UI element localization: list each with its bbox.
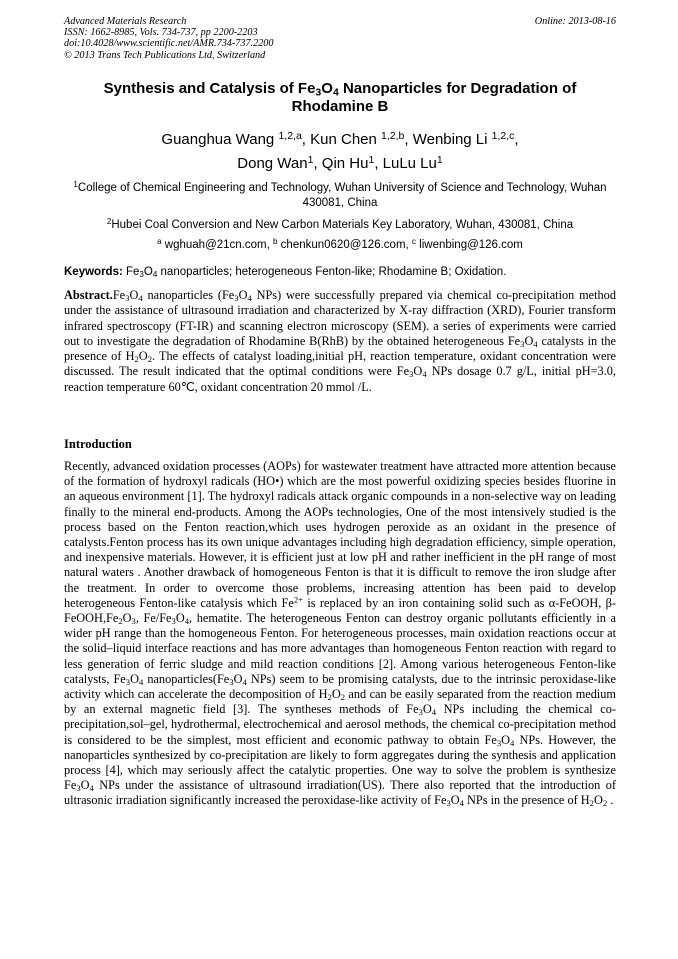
author-line-1: Guanghua Wang $^{1,2,a}$, Kun Chen $^{1,2,b}$, Wenbing Li $^{1,2,c}$, bbox=[161, 129, 519, 148]
abstract: $Abstract.Fe_3O_4$ nanoparticles ($Fe_3O_4$ NPs) were successfully prepared via chemical co-precipitation method under the assistance of ultrasound irradiation and characterized by X-ray diffraction (XRD), Fourier transform infrared spectroscopy (FT-IR) and scanning electron microscopy (SEM). a series of experiments were carried out to investigate the degradation of Rhodamine B(RhB) by the obtained heterogeneous $Fe_3O_4$ catalysts in the presence of $H_2O_2$. The effects of catalyst loading,initial pH, reaction temperature, oxidant concentration were discussed. The result indicated that the optimal conditions were $Fe_3O_4$ NPs dosage 0.7 g/L, initial pH=3.0, reaction temperature 60℃, oxidant concentration 20 mmol /L. bbox=[64, 288, 617, 394]
author-line-2: Dong Wan$^1$, Qin Hu$^1$, LuLu Lu$^1$ bbox=[237, 153, 443, 172]
affiliation-1: $^1$College of Chemical Engineering and Technology, Wuhan University of Science and Technology, Wuhan 430081, China bbox=[73, 179, 607, 209]
section-heading-introduction: Introduction bbox=[64, 437, 132, 451]
running-header bbox=[64, 16, 616, 61]
keywords: Keywords: $Fe_3O_4$ nanoparticles; heterogeneous Fenton-like; Rhodamine B; Oxidation. bbox=[64, 266, 507, 279]
introduction-body: Recently, advanced oxidation processes (AOPs) for wastewater treatment have attracted more attention because of the formation of hydroxyl radicals (HO•) which are the most powerful oxidizing species besides fluorine in an aqueous environment [1]. The hydroxyl radicals attack organic compounds in a non-selective way on leading finally to the mineral end-products. Among the AOPs technologies, One of the most intensively studied is the process based on the Fenton reaction,which uses hydrogen peroxide as an oxidant in the presence of catalysts.Fenton process has its own unique advantages including high degradation efficiency, simple operation, and inexpensive materials. However, it is efficient just at low pH and rather inefficient in the pH range of most natural waters . Another drawback of homogeneous Fenton is that it is difficult to remove the iron sludge after the treatment. In order to overcome those problems, increasing attention has been paid to develop heterogeneous Fenton-like catalysis which $Fe^{2+}$ is replaced by an iron containing solid such as α-FeOOH, $\beta-FeOOH,Fe_2O_3$, $Fe/Fe_3O_4$, hematite. The heterogeneous Fenton can destroy organic pollutants efficiently in a wider pH range than the homogeneous Fenton. For heterogeneous processes, main oxidation reactions occur at the solid–liquid interface reactions and has more advantages than homogeneous Fenton reaction with regard to less generation of ferric sludge and mild reaction conditions [2]. Among various heterogeneous Fenton-like catalysts, $Fe_3O_4$ $nanoparticles(Fe_3O_4$ NPs) seem to be promising catalysts, due to the intrinsic peroxidase-like activity which can accelerate the decomposition of $H_2O_2$ and can be easily separated from the reaction medium by an external magnetic field [3]. The syntheses methods of $Fe_3O_4$ NPs including the chemical co-precipitation,sol–gel, hydrothermal, electrochemical and aerosol methods, the chemical co-precipitation method is considered to be the simplest, most efficient and economic pathway to obtain $Fe_3O_4$ NPs. However, the nanoparticles synthesized by co-precipitation are likely to form aggregates during the synthesis and application process [4], which may seriously affect the catalytic properties. One way to solve the problem is synthesize $Fe_3O_4$ NPs under the assistance of ultrasound irradiation(US). There also reported that the introduction of ultrasonic irradiation significantly increased the peroxidase-like activity of $Fe_3O_4$ NPs in the presence of $H_2O_2$ . bbox=[64, 459, 616, 809]
copyright-line: © 2013 Trans Tech Publications Ltd, Switzerland bbox=[64, 49, 266, 61]
journal-name: Advanced Materials Research bbox=[64, 16, 187, 27]
online-date: Online: 2013-08-16 bbox=[534, 16, 616, 27]
doi-line: doi:10.4028/www.scientific.net/AMR.734-737.2200 bbox=[64, 38, 274, 50]
paper-title: Synthesis and Catalysis of $Fe_3O_4$ Nanoparticles for Degradation of Rhodamine B bbox=[103, 80, 577, 115]
issn-line: ISSN: 1662-8985, Vols. 734-737, pp 2200-2203 bbox=[64, 27, 258, 39]
author-list bbox=[64, 128, 616, 176]
affiliation-2: $^2$Hubei Coal Conversion and New Carbon Materials Key Laboratory, Wuhan, 430081, China bbox=[106, 216, 574, 231]
email-line: $^a$ wghuah@21cn.com, $^b$ chenkun0620@126.com, $^c$ liwenbing@126.com bbox=[157, 236, 523, 251]
